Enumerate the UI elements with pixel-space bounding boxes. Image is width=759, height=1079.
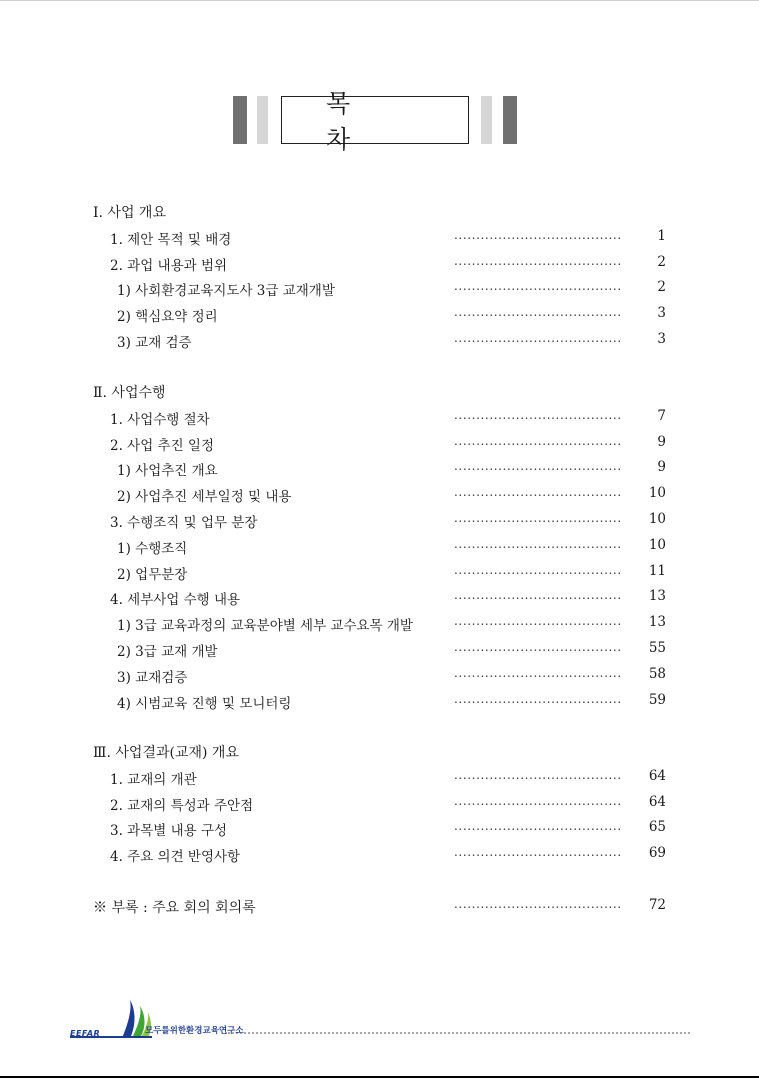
toc-leader-dots: ......................................	[454, 588, 622, 602]
toc-entry	[0, 331, 759, 353]
page-bottom-border	[0, 1076, 759, 1078]
toc-page-number: 55	[648, 640, 666, 656]
title-left-bar-dark	[233, 96, 247, 144]
toc-entry-label: Ⅱ. 사업수행	[93, 385, 166, 401]
toc-section-heading	[0, 202, 759, 224]
toc-entry-label: 1. 제안 목적 및 배경	[110, 232, 232, 248]
toc-page-number: 3	[657, 331, 666, 347]
toc-page-number: 64	[648, 794, 666, 810]
toc-section-heading	[0, 382, 759, 404]
toc-page-number: 59	[648, 692, 666, 708]
toc-entry	[0, 459, 759, 481]
toc-page-number: 69	[648, 845, 666, 861]
title-left-bar-light	[257, 96, 268, 144]
toc-page-number: 10	[648, 537, 666, 553]
toc-page-number: 1	[657, 228, 666, 244]
logo-brand-text: EEFAR	[70, 1029, 101, 1038]
toc-leader-dots: ......................................	[454, 228, 622, 242]
toc-leader-dots: ......................................	[454, 511, 622, 525]
toc-page-number: 13	[648, 614, 666, 630]
toc-page-number: 72	[648, 897, 666, 913]
toc-entry	[0, 563, 759, 585]
toc-page-number: 65	[648, 819, 666, 835]
toc-entry-label: 3) 교재검증	[117, 670, 188, 686]
toc-entry-label: 1) 사회환경교육지도사 3급 교재개발	[117, 283, 335, 299]
toc-entry	[0, 614, 759, 636]
toc-leader-dots: ......................................	[454, 434, 622, 448]
toc-page-number: 7	[657, 408, 666, 424]
title-box	[281, 89, 469, 154]
toc-leader-dots: ......................................	[454, 666, 622, 680]
toc-page-number: 9	[657, 459, 666, 475]
toc-entry	[0, 588, 759, 610]
toc-leader-dots: ......................................	[454, 845, 622, 859]
toc-page-number: 2	[657, 254, 666, 270]
toc-leader-dots: ......................................	[454, 305, 622, 319]
toc-entry	[0, 794, 759, 816]
toc-leader-dots: ......................................	[454, 640, 622, 654]
page-top-border	[0, 0, 759, 1]
toc-entry-label: 3. 과목별 내용 구성	[110, 823, 228, 839]
toc-entry-label: Ⅲ. 사업결과(교재) 개요	[93, 745, 239, 761]
toc-entry-label: 2. 사업 추진 일정	[110, 438, 214, 454]
toc-entry-label: ※ 부록 : 주요 회의 회의록	[93, 900, 256, 916]
logo-org-name: 모두를위한환경교육연구소	[145, 1026, 244, 1036]
toc-leader-dots: ......................................	[454, 563, 622, 577]
toc-entry	[0, 511, 759, 533]
toc-entry-label: 4. 주요 의견 반영사항	[110, 849, 241, 865]
toc-entry-label: 3. 수행조직 및 업무 분장	[110, 515, 258, 531]
toc-entry-label: 2) 사업추진 세부일정 및 내용	[117, 489, 292, 505]
toc-section-heading	[0, 742, 759, 764]
toc-leader-dots: ......................................	[454, 614, 622, 628]
toc-entry	[0, 819, 759, 841]
toc-page-number: 10	[648, 511, 666, 527]
toc-leader-dots: ......................................	[454, 331, 622, 345]
toc-entry	[0, 768, 759, 790]
toc-entry-label: 3) 교재 검증	[117, 335, 192, 351]
toc-entry-label: 1) 사업추진 개요	[117, 463, 218, 479]
toc-page-number: 11	[648, 563, 666, 579]
toc-entry-label: 1. 사업수행 절차	[110, 412, 210, 428]
toc-entry	[0, 305, 759, 327]
toc-leader-dots: ......................................	[454, 794, 622, 808]
toc-entry-label: 2) 3급 교재 개발	[117, 644, 218, 660]
footer-divider	[225, 1032, 690, 1034]
toc-entry	[0, 537, 759, 559]
toc-leader-dots: ......................................	[454, 819, 622, 833]
toc-page-number: 9	[657, 434, 666, 450]
toc-leader-dots: ......................................	[454, 408, 622, 422]
toc-entry-label: 4. 세부사업 수행 내용	[110, 592, 241, 608]
toc-leader-dots: ......................................	[454, 254, 622, 268]
toc-entry-label: 2. 교재의 특성과 주안점	[110, 798, 254, 814]
toc-entry-label: 1) 수행조직	[117, 541, 188, 557]
title-right-bar-dark	[503, 96, 517, 144]
page-title: 목 차	[326, 89, 395, 154]
title-right-bar-light	[481, 96, 492, 144]
toc-entry	[0, 408, 759, 430]
toc-page-number: 3	[657, 305, 666, 321]
toc-entry	[0, 279, 759, 301]
toc-leader-dots: ......................................	[454, 485, 622, 499]
toc-entry	[0, 485, 759, 507]
toc-entry-label: 2. 과업 내용과 범위	[110, 258, 228, 274]
footer-logo	[70, 998, 244, 1040]
toc-entry	[0, 692, 759, 714]
toc-page-number: 2	[657, 279, 666, 295]
toc-leader-dots: ......................................	[454, 537, 622, 551]
toc-entry-label: 1) 3급 교육과정의 교육분야별 세부 교수요목 개발	[117, 618, 413, 634]
toc-page-number: 64	[648, 768, 666, 784]
toc-leader-dots: ......................................	[454, 279, 622, 293]
toc-entry-label: 4) 시범교육 진행 및 모니터링	[117, 696, 292, 712]
toc-entry	[0, 228, 759, 250]
toc-leader-dots: ......................................	[454, 897, 622, 911]
toc-appendix-entry	[0, 897, 759, 919]
toc-entry-label: 1. 교재의 개관	[110, 772, 197, 788]
toc-entry-label: 2) 업무분장	[117, 567, 188, 583]
toc-entry-label: Ⅰ. 사업 개요	[93, 205, 166, 221]
toc-entry	[0, 666, 759, 688]
toc-entry	[0, 845, 759, 867]
toc-leader-dots: ......................................	[454, 459, 622, 473]
toc-entry	[0, 640, 759, 662]
toc-leader-dots: ......................................	[454, 768, 622, 782]
toc-entry-label: 2) 핵심요약 정리	[117, 309, 218, 325]
toc-page-number: 10	[648, 485, 666, 501]
toc-leader-dots: ......................................	[454, 692, 622, 706]
toc-page-number: 58	[648, 666, 666, 682]
toc-entry	[0, 434, 759, 456]
toc-page-number: 13	[648, 588, 666, 604]
toc-entry	[0, 254, 759, 276]
